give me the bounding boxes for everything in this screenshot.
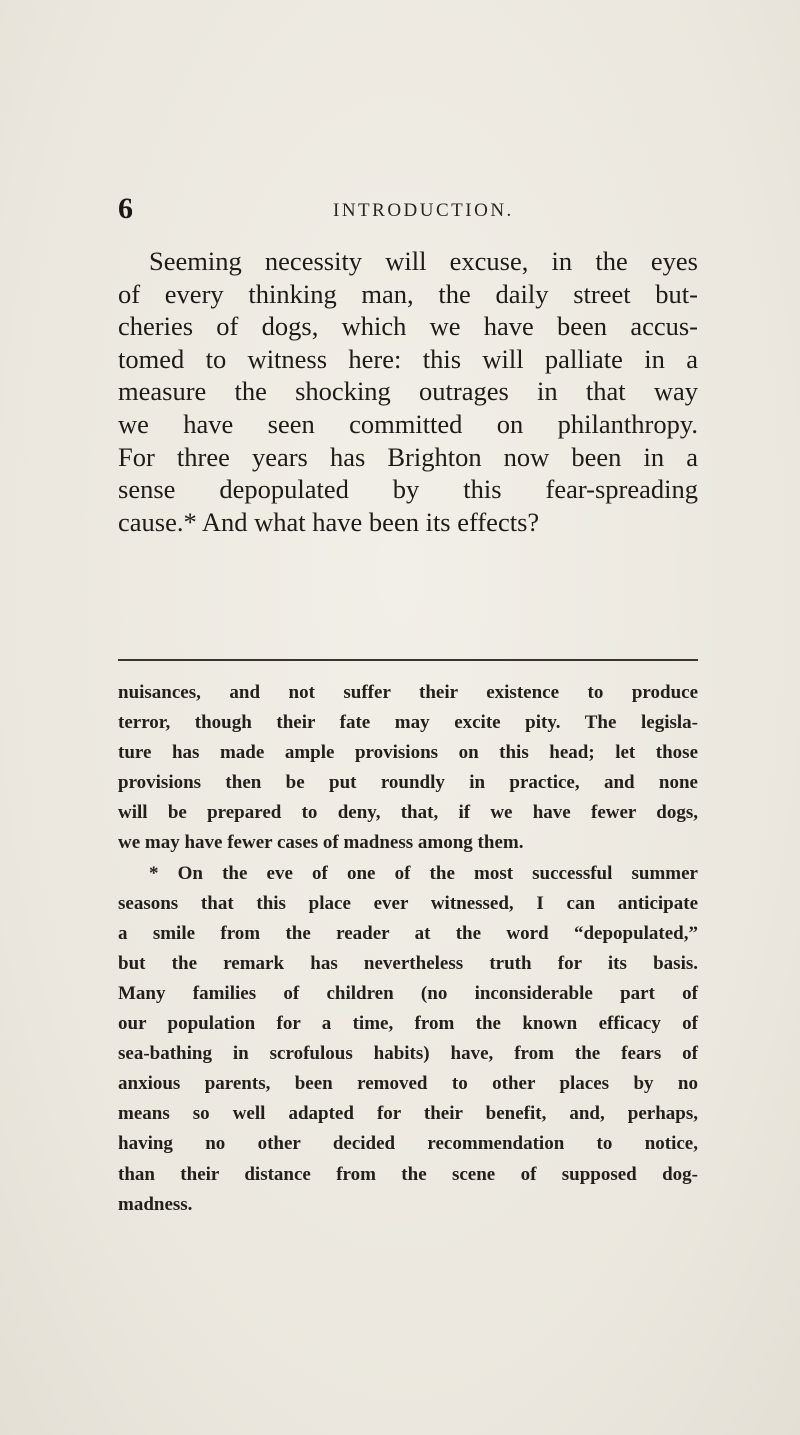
body-line: cause.* And what have been its effects? [118,506,540,537]
footnote-line: our population for a time, from the known efficacy of [118,1013,698,1035]
footnotes [118,678,698,1220]
body-line: of every thinking man, the daily street but- [118,278,698,309]
footnote-divider [118,659,698,661]
body-paragraph [118,245,698,538]
body-line: measure the shocking outrages in that way [118,376,698,407]
footnote-star [118,859,698,1220]
running-head-title: INTRODUCTION. [333,200,514,221]
page-number: 6 [118,192,133,225]
body-line: For three years has Brighton now been in a [118,441,698,472]
footnote-line: anxious parents, been removed to other places by no [118,1073,698,1095]
footnote-line: sea-bathing in scrofulous habits) have, from the fears of [118,1043,698,1065]
footnote-line: * On the eve of one of the most successful summer [149,862,698,884]
footnote-line: will be prepared to deny, that, if we have fewer dogs, [118,802,698,824]
footnote-line: we may have fewer cases of madness among them. [118,832,524,854]
footnote-line: seasons that this place ever witnessed, I can anticipate [118,892,698,914]
body-line: Seeming necessity will excuse, in the eyes [149,246,698,276]
footnote-line: nuisances, and not suffer their existence to produce [118,682,698,703]
footnote-line: provisions then be put roundly in practice, and none [118,772,698,794]
body-line: we have seen committed on philanthropy. [118,408,698,439]
body-line: tomed to witness here: this will palliate in a [118,343,698,374]
footnote-line: a smile from the reader at the word “depopulated,” [118,922,698,944]
footnote-line: ture has made ample provisions on this head; let those [118,742,698,764]
footnote-line: than their distance from the scene of supposed dog- [118,1163,698,1185]
footnote-line: terror, though their fate may excite pity. The legisla- [118,712,698,734]
footnote-line: having no other decided recommendation to notice, [118,1133,698,1155]
body-line: cheries of dogs, which we have been accus- [118,311,698,342]
running-head [118,192,698,226]
body-line: sense depopulated by this fear-spreading [118,474,698,505]
footnote-line: but the remark has nevertheless truth for its basis. [118,952,698,974]
footnote-line: Many families of children (no inconsiderable part of [118,982,698,1004]
footnote-continued [118,678,698,859]
footnote-line: means so well adapted for their benefit, and, perhaps, [118,1103,698,1125]
footnote-line: madness. [118,1193,193,1215]
